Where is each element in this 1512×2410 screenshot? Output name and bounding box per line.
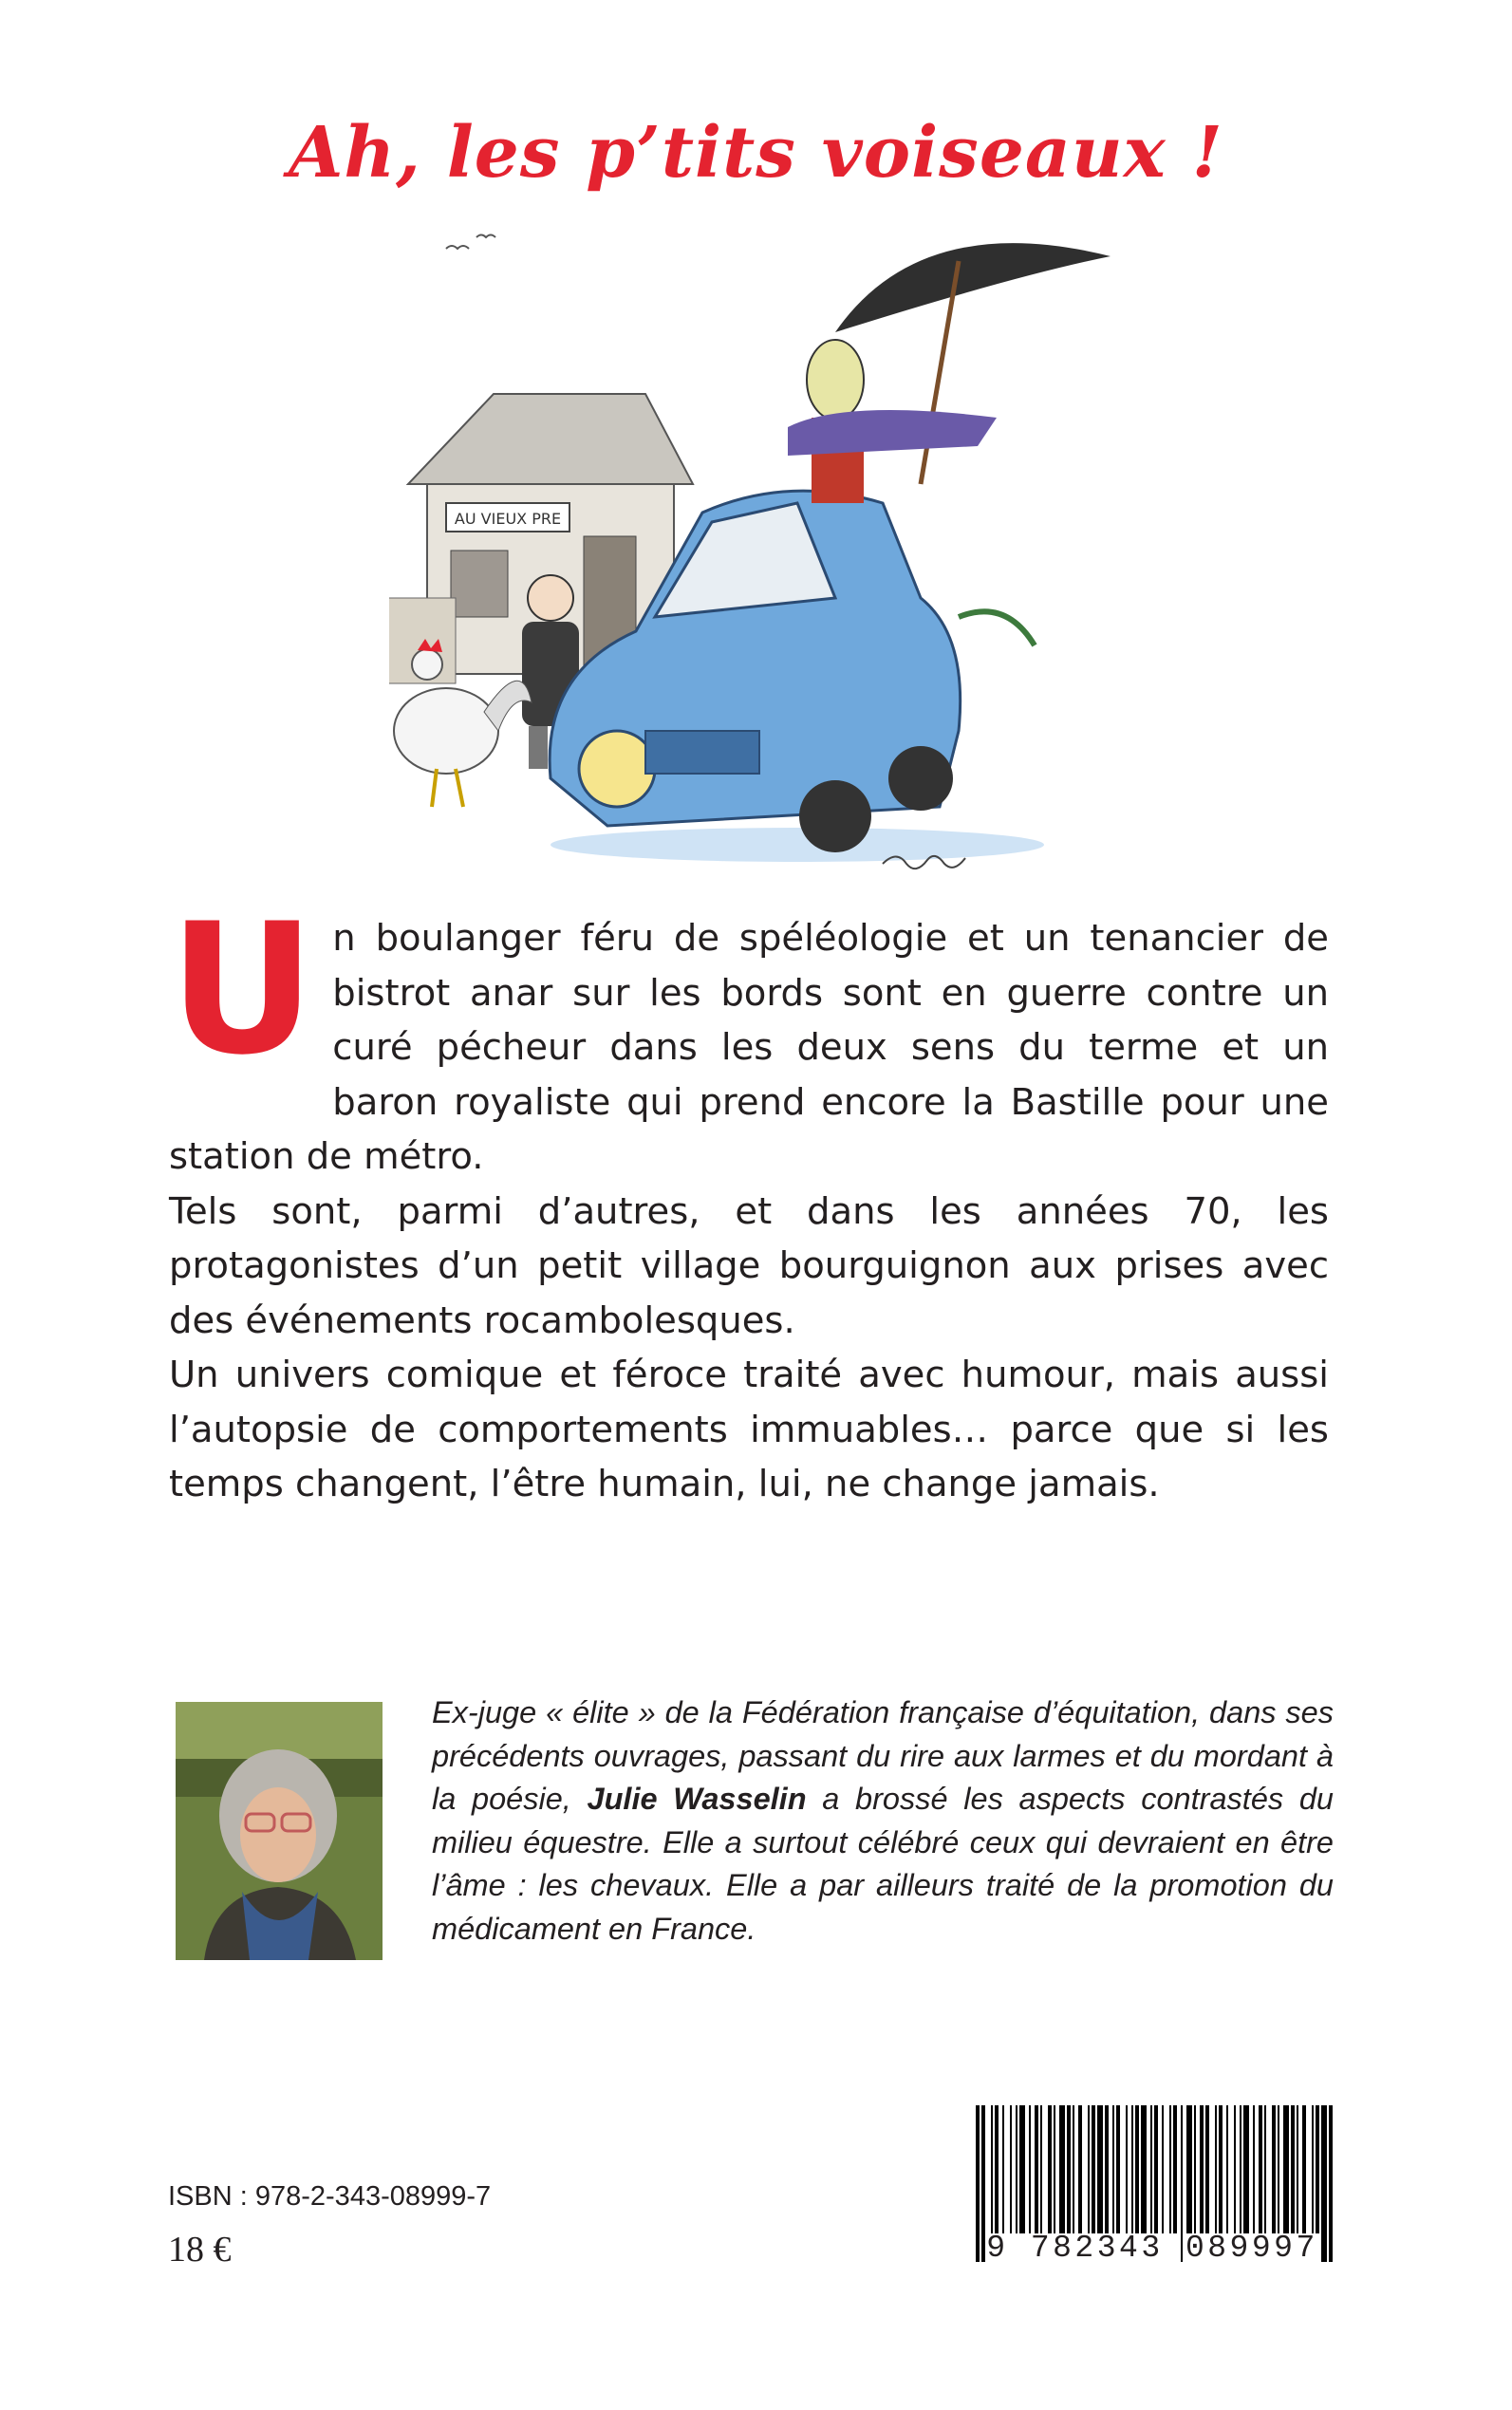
- drop-cap: U: [169, 885, 316, 1094]
- barcode-bar: [1035, 2105, 1038, 2233]
- barcode-bar: [1302, 2105, 1306, 2233]
- bio-text-after: a brossé les aspects contrastés du milieu équestre. Elle a surtout célébré ceux qui devraient en être l’âme : les chevaux. Elle a par ailleurs traité de la promotion du médicament en France.: [432, 1782, 1335, 1946]
- bio-text-before: Ex-juge « élite » de la Fédération française d’équitation, dans ses précédents ouvrages, passant du rire aux larmes et du mordant à la poésie,: [432, 1695, 1334, 1816]
- bistrot-sign: AU VIEUX PRE: [454, 510, 562, 528]
- bird: [476, 235, 495, 238]
- barcode-bar: [1073, 2105, 1074, 2233]
- barcode-bar: [1154, 2105, 1158, 2233]
- barcode-bar: [1040, 2105, 1042, 2233]
- barcode-bar: [1272, 2105, 1276, 2233]
- barcode-bar: [1116, 2105, 1120, 2233]
- barcode-bar: [1283, 2105, 1289, 2233]
- barcode-bar: [1048, 2105, 1052, 2233]
- barcode-bar: [1141, 2105, 1147, 2233]
- barcode-bar: [1010, 2105, 1012, 2233]
- author-name: Julie Wasselin: [587, 1782, 807, 1816]
- barcode-bar: [1291, 2105, 1295, 2233]
- barcode-bar: [1264, 2105, 1266, 2233]
- baron-with-umbrella: [788, 243, 1111, 503]
- barcode-bar: [1169, 2105, 1171, 2233]
- barcode-bar: [1186, 2105, 1192, 2233]
- barcode-bar: [1205, 2105, 1209, 2233]
- barcode-bar: [1297, 2105, 1298, 2233]
- author-portrait: [176, 1702, 383, 1960]
- blurb-paragraph-1-text: n boulanger féru de spéléologie et un tenancier de bistrot anar sur les bords sont en guerre contre un curé pécheur dans les deux sens du terme et un baron royaliste qui prend encore la Bastille pour une station de métro.: [169, 917, 1329, 1178]
- barcode-bar: [991, 2105, 993, 2233]
- barcode-bar: [1219, 2105, 1223, 2233]
- barcode-bar: [1088, 2105, 1090, 2233]
- barcode-bar: [1067, 2105, 1071, 2233]
- barcode-bar: [1150, 2105, 1152, 2233]
- barcode-bar: [1162, 2105, 1164, 2233]
- barcode-bar: [1078, 2105, 1082, 2233]
- barcode-bar: [1112, 2105, 1114, 2233]
- barcode-bar: [1029, 2105, 1031, 2233]
- barcode-bar: [1016, 2105, 1017, 2233]
- barcode-bar: [1126, 2105, 1128, 2233]
- author-bio: [432, 1691, 1334, 1951]
- barcode-bar: [1194, 2105, 1196, 2233]
- blurb-paragraph-1: [169, 885, 1329, 1185]
- barcode-bar: [1234, 2105, 1236, 2233]
- barcode-bar: [1215, 2105, 1217, 2233]
- barcode-bar: [1316, 2105, 1319, 2233]
- blurb-text: [169, 885, 1329, 1512]
- barcode-bar: [1092, 2105, 1095, 2233]
- barcode-bar: [1002, 2105, 1004, 2233]
- barcode-bar: [1243, 2105, 1249, 2233]
- barcode-bar: [1253, 2105, 1255, 2233]
- blurb-paragraph-2: Tels sont, parmi d’autres, et dans les années 70, les protagonistes d’un petit village bourguignon aux prises avec des événements rocambolesques.: [169, 1189, 1329, 1342]
- barcode-bar: [1173, 2105, 1177, 2233]
- barcode-bar: [1259, 2105, 1262, 2233]
- barcode-bar: [1054, 2105, 1055, 2233]
- barcode-bar: [1059, 2105, 1065, 2233]
- bird: [446, 246, 469, 249]
- barcode-bar: [1135, 2105, 1139, 2233]
- barcode-bar: [1105, 2105, 1109, 2233]
- blurb-paragraph-3: Un univers comique et féroce traité avec humour, mais aussi l’autopsie de comportements immuables… parce que si les temps changent, l’être humain, lui, ne change jamais.: [169, 1354, 1329, 1505]
- price: 18 €: [168, 2230, 232, 2270]
- isbn-number: ISBN : 978-2-343-08999-7: [168, 2181, 492, 2212]
- barcode-bar: [1019, 2105, 1025, 2233]
- barcode-bar: [1226, 2105, 1228, 2233]
- barcode-bar: [1097, 2105, 1103, 2233]
- cover-illustration: [389, 199, 1148, 892]
- barcode-bar: [1131, 2105, 1133, 2233]
- barcode-digits: 9 782343 089997: [986, 2231, 1318, 2266]
- book-title: Ah, les p’tits voiseaux !: [288, 112, 1224, 194]
- barcode-bar: [1240, 2105, 1241, 2233]
- barcode-bar: [1278, 2105, 1279, 2233]
- barcode-bar: [1312, 2105, 1314, 2233]
- barcode-bar: [1200, 2105, 1204, 2233]
- barcode-bar: [995, 2105, 999, 2233]
